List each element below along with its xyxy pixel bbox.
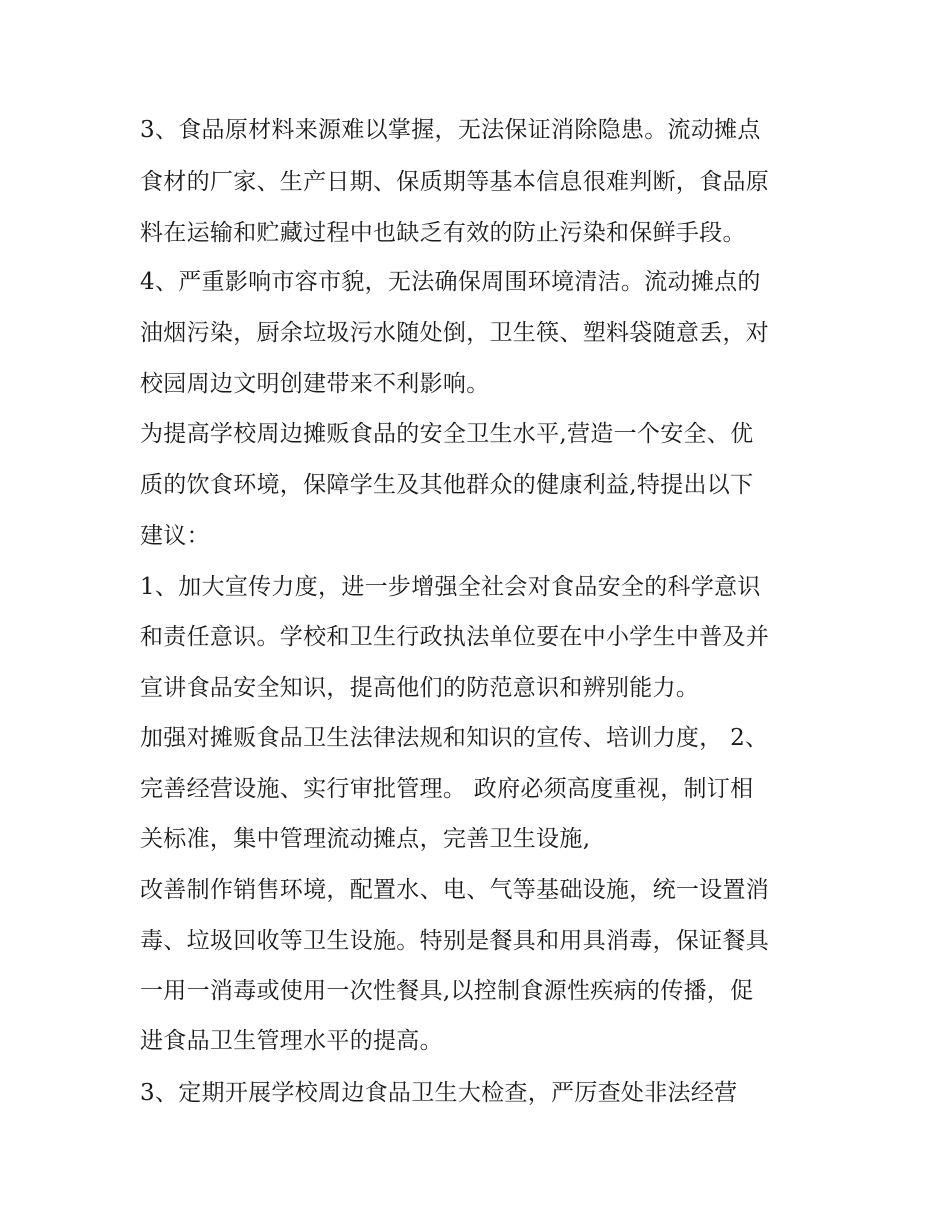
text-line: 建议： — [140, 523, 210, 549]
text-line: 进食品卫生管理水平的提高。 — [140, 1028, 443, 1054]
text-line: 为提高学校周边摊贩食品的安全卫生水平,营造一个安全、优 — [140, 421, 754, 447]
text-line: 宣讲食品安全知识，提高他们的防范意识和辨别能力。 — [140, 675, 700, 701]
text-line: 质的饮食环境，保障学生及其他群众的健康利益,特提出以下 — [140, 472, 754, 498]
text-line: 改善制作销售环境，配置水、电、气等基础设施，统一设置消 — [140, 877, 770, 903]
text-line: 一用一消毒或使用一次性餐具,以控制食源性疾病的传播，促 — [140, 978, 754, 1004]
text-line: 和责任意识。学校和卫生行政执法单位要在中小学生中普及并 — [140, 624, 770, 650]
text-line: 4、严重影响市容市貌，无法确保周围环境清洁。流动摊点的 — [140, 269, 761, 295]
text-line: 关标准，集中管理流动摊点，完善卫生设施, — [140, 826, 591, 852]
text-line: 完善经营设施、实行审批管理。 政府必须高度重视，制订相 — [140, 776, 754, 802]
text-line: 加强对摊贩食品卫生法律法规和知识的宣传、培训力度， 2、 — [140, 725, 769, 751]
text-line: 1、加大宣传力度，进一步增强全社会对食品安全的科学意识 — [140, 574, 761, 600]
text-line: 3、食品原材料来源难以掌握，无法保证消除隐患。流动摊点 — [140, 117, 761, 143]
text-line: 校园周边文明创建带来不利影响。 — [140, 371, 490, 397]
text-line: 油烟污染，厨余垃圾污水随处倒，卫生筷、塑料袋随意丢，对 — [140, 320, 770, 346]
text-line: 料在运输和贮藏过程中也缺乏有效的防止污染和保鲜手段。 — [140, 220, 746, 246]
text-line: 食材的厂家、生产日期、保质期等基本信息很难判断，食品原 — [140, 169, 770, 195]
text-line: 毒、垃圾回收等卫生设施。特别是餐具和用具消毒，保证餐具 — [140, 928, 770, 954]
text-line: 3、定期开展学校周边食品卫生大检查，严厉查处非法经营 — [140, 1080, 738, 1106]
